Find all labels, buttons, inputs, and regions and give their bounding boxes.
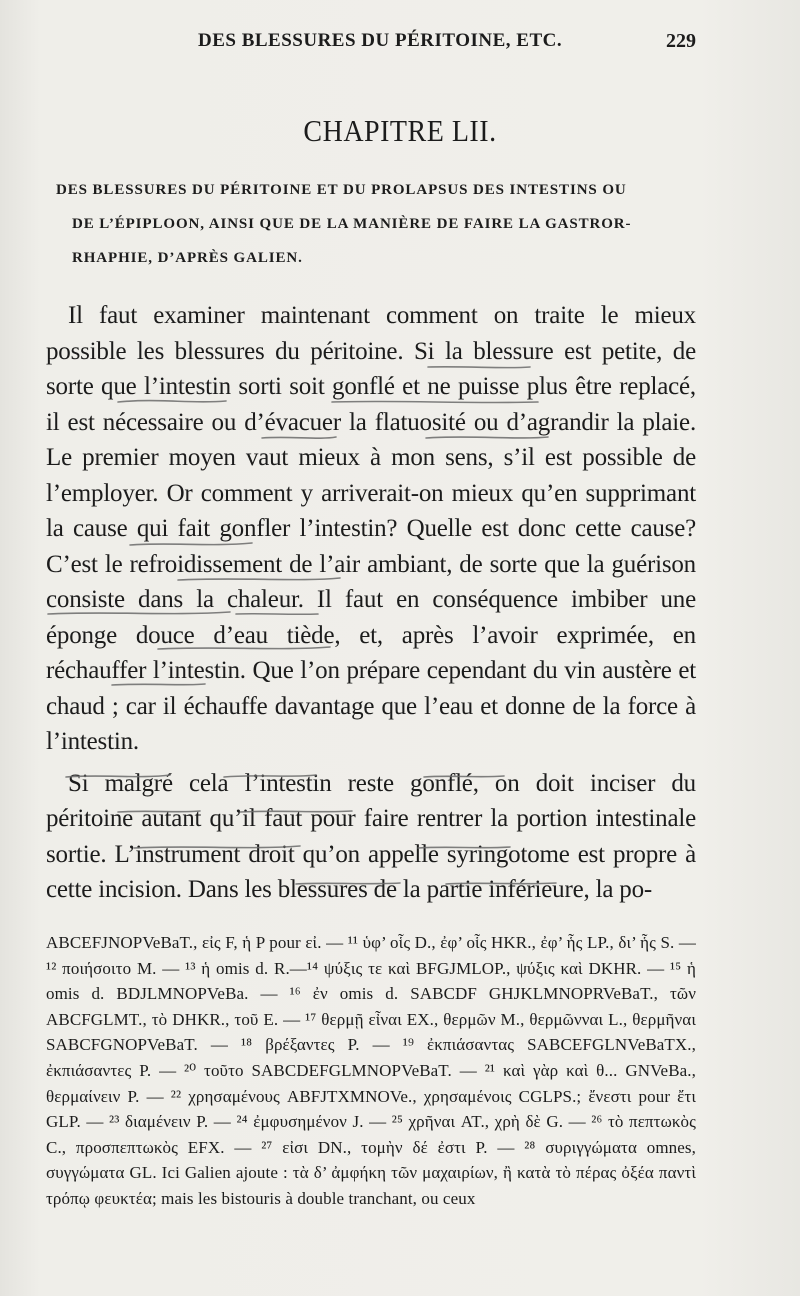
body-paragraph: Il faut examiner maintenant comment on traite le mieux possible les blessures du péritoine. Si la blessure est petite, de sorte que l’intestin sorti soit gonflé et ne puisse plus être replacé, il est nécessaire ou d’évacuer la flatuosité ou d’agrandir la plaie. Le premier moyen vaut mieux à mon sens, s’il est possible de l’employer. Or comment y arriverait-on mieux qu’en supprimant la cause qui fait gonfler l’intestin? Quelle est donc cette cause? C’est le refroidissement de l’air ambiant, de sorte que la guérison consiste dans la chaleur. Il faut en conséquence imbiber une éponge douce d’eau tiède, et, après l’avoir exprimée, en réchauffer l’intestin. Que l’on prépare cependant du vin austère et chaud ; car il échauffe davantage que l’eau et donne de la force à l’intestin. bbox=[46, 302, 696, 755]
chapter-subtitle bbox=[56, 173, 696, 275]
chapter-subtitle-line-1: DES BLESSURES DU PÉRITOINE ET DU PROLAPSUS DES INTESTINS OU bbox=[56, 182, 627, 198]
running-title: DES BLESSURES DU PÉRITOINE, ETC. bbox=[198, 30, 563, 51]
body-text bbox=[46, 298, 696, 908]
footnote-text: ABCEFJNOPVeBaT., εἰς F, ἡ P pour εἰ. — ¹¹ ὑφ’ οἷς D., ἐφ’ οἷς HKR., ἐφ’ ἧς LP., δι’ ἧς S. — ¹² ποιήσοιτο M. — ¹³ ἡ omis d. R.—¹⁴ ψύξις τε καὶ BFGJMLOP., ψύξις καὶ DKHR. — ¹⁵ ἡ omis d. BDJLMNOPVeBa. — ¹⁶ ἐν omis d. SABCDF GHJKLMNOPRVeBaT., τῶν ABCFGLMT., τὸ DHKR., τοῦ E. — ¹⁷ θερμῇ εἶναι EX., θερμῶν M., θερμῶνναι L., θερμῆναι SABCFGNOPVeBaT. — ¹⁸ βρέξαντες P. — ¹⁹ ἐκπιάσαντας SABCEFGLNVeBaTX., ἐκπιάσαντες P. — ²⁰ τοῦτο SABCDEFGLMNOPVeBaT. — ²¹ καὶ γὰρ καὶ θ... GNVeBa., θερμαίνειν P. — ²² χρησαμένους ABFJTXMNOVe., χρησαμένοις CGLPS.; ἔνεστι pour ἔτι GLP. — ²³ διαμένειν P. — ²⁴ ἐμφυσημένον J. — ²⁵ χρῆναι AT., χρὴ δὲ G. — ²⁶ τὸ πεπτωκὸς C., προσπεπτωκὸς EFX. — ²⁷ εἰσι DN., τομὴν δέ ἐστι P. — ²⁸ συριγγώματα omnes, συγγώματα GL. Ici Galien ajoute : τὰ δ’ ἀμφήκη τῶν μαχαιρίων, ἢ κατὰ τὸ πέρας ὀξέα παντὶ τρόπῳ φευκτέα; mais les bistouris à double tranchant, ou ceux bbox=[46, 933, 696, 1208]
footnotes bbox=[46, 930, 696, 1212]
running-head bbox=[0, 30, 800, 60]
chapter-subtitle-line-2: DE L’ÉPIPLOON, AINSI QUE DE LA MANIÈRE DE FAIRE LA GASTROR- bbox=[72, 216, 632, 232]
page-number: 229 bbox=[666, 30, 696, 52]
body-paragraph: Si malgré cela l’intestin reste gonflé, on doit inciser du péritoine autant qu’il faut pour faire rentrer la portion intestinale sortie. L’instrument droit qu’on appelle syringotome est propre à cette incision. Dans les blessures de la partie inférieure, la po- bbox=[46, 769, 696, 903]
chapter-title: CHAPITRE LII. bbox=[303, 114, 497, 149]
chapter-subtitle-line-3: RHAPHIE, D’APRÈS GALIEN. bbox=[72, 250, 303, 266]
